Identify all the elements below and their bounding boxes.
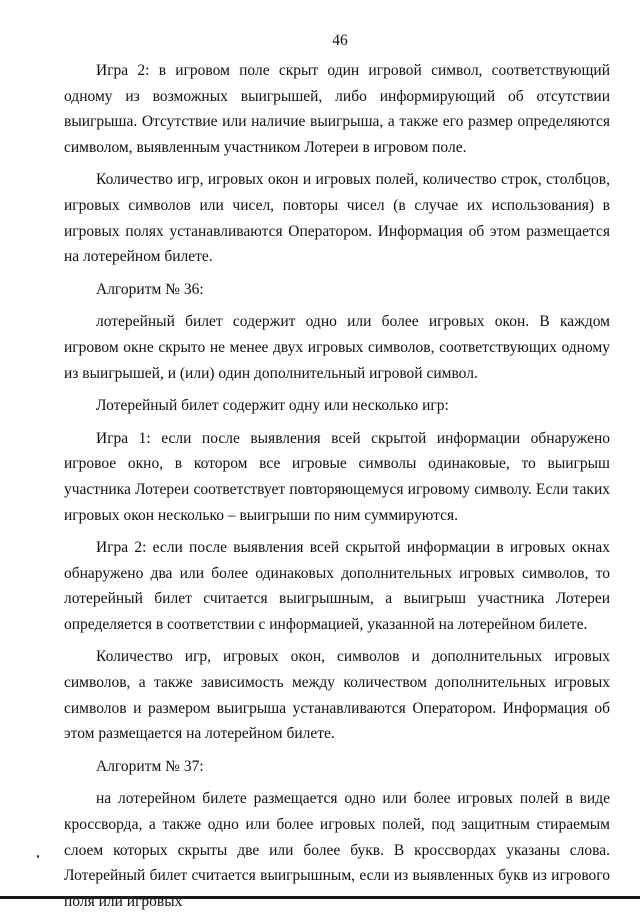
paragraph-game-2: Игра 2: если после выявления всей скрытой информации в игровых окнах обнаружено два или более одинаковых дополнительных игровых символов, то лотерейный билет считается выигрышным, а выигрыш участника Лотереи определяется в соответствии с информацией, указанной на лотерейном билете.	[64, 539, 610, 633]
page-number: 46	[332, 32, 348, 49]
body-text	[64, 58, 610, 914]
heading-algorithm-36: Алгоритм № 36:	[96, 280, 204, 298]
scan-speck	[37, 855, 39, 858]
paragraph-games-list: Лотерейный билет содержит одну или несколько игр:	[96, 397, 449, 415]
paragraph-game-2-intro: Игра 2: в игровом поле скрыт один игровой символ, соответствующий одному из возможных выигрышей, либо информирующий об отсутствии выигрыша. Отсутствие или наличие выигрыша, а также его размер определяются символом, выявленным участником Лотереи в игровом поле.	[64, 62, 610, 156]
paragraph-games-count: Количество игр, игровых окон и игровых полей, количество строк, столбцов, игровых символов или чисел, повторы чисел (в случае их использования) в игровых полях устанавливаются Оператором. Информация об этом размещается на лотерейном билете.	[64, 171, 610, 266]
heading-algorithm-37: Алгоритм № 37:	[96, 757, 204, 775]
bottom-edge-line	[0, 896, 640, 899]
paragraph-games-windows-count: Количество игр, игровых окон, символов и дополнительных игровых символов, а также зависимость между количеством дополнительных игровых символов и размером выигрыша устанавливаются Оператором. Информация об этом размещается на лотерейном билете.	[64, 648, 610, 743]
paragraph-algorithm-37-body: на лотерейном билете размещается одно или более игровых полей в виде кроссворда, а также одно или более игровых полей, под защитным стираемым слоем которых скрыты две или более букв. В кроссвордах указаны слова. Лотерейный билет считается выигрышным, если из выявленных букв из игрового поля или игровых	[64, 790, 610, 910]
paragraph-algorithm-36-body: лотерейный билет содержит одно или более игровых окон. В каждом игровом окне скрыто не менее двух игровых символов, соответствующих одному из выигрышей, и (или) один дополнительный игровой символ.	[64, 313, 610, 382]
paragraph-game-1: Игра 1: если после выявления всей скрытой информации обнаружено игровое окно, в котором все игровые символы одинаковые, то выигрыш участника Лотереи соответствует повторяющемуся игровому символу. Если таких игровых окон несколько – выигрыши по ним суммируются.	[64, 429, 610, 524]
